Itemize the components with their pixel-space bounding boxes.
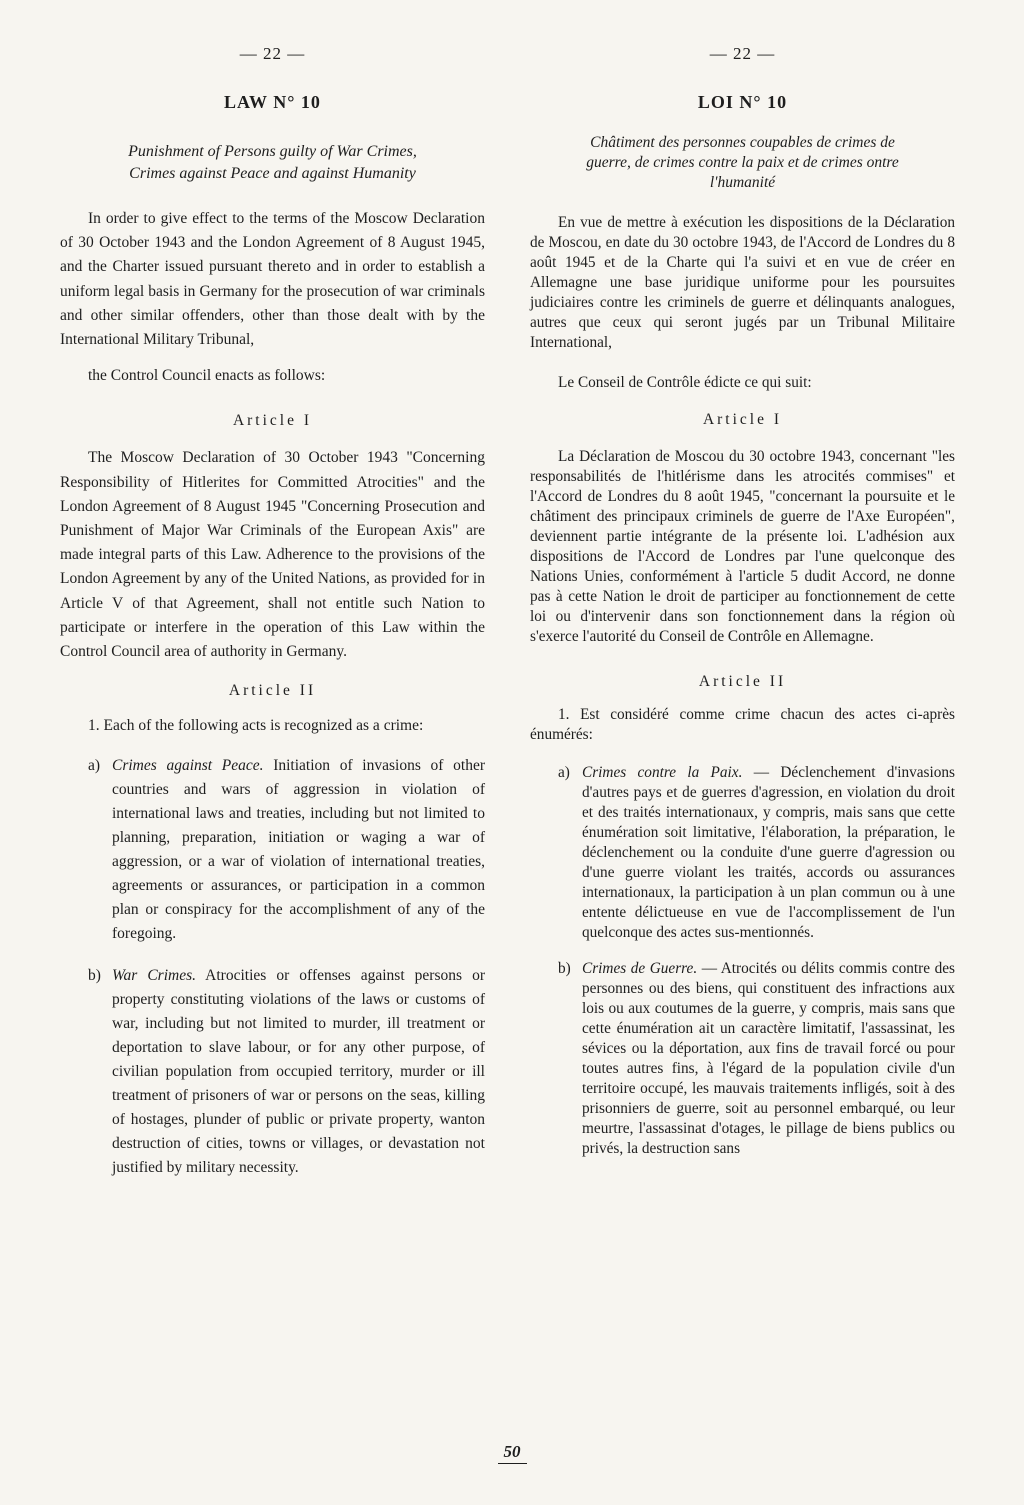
page-footer [0, 1442, 1024, 1462]
item-body: — Atrocités ou délits commis contre des personnes ou des biens, qui constituent des infractions aux lois ou aux coutumes de la guerre, y compris, mais sans que cette énumération ait un caractère limitatif, l'assassinat, les sévices ou la déportation, aux fins de travail forcé ou pour toutes autres fins, à l'égard de la population civile d'un territoire occupé, les mauvais traitements infligés, soit à des prisonniers de guerre, soit au personnel embarqué, ou leur meurtre, l'assassinat d'otages, le pillage de biens publics ou privés, la destruction sans [582, 960, 956, 1157]
item-marker: a) [558, 764, 570, 781]
item-body: Initiation of invasions of other countries and wars of aggression in violation of international laws and treaties, including but not limited to planning, preparation, initiation or waging a war of aggression, or a war of violation of international treaties, agreements or assurances, or participation in a common plan or conspiracy for the accomplishment of any of the foregoing. [112, 757, 485, 943]
item-text [582, 763, 955, 943]
item-text [582, 959, 955, 1159]
preamble-paragraph: In order to give effect to the terms of the Moscow Declaration of 30 October 1943 and the London Agreement of 8 August 1945, and the Charter issued pursuant thereto and in order to establish a uniform legal basis in Germany for the prosecution of war criminals and other similar offenders, other than those dealt with by the International Military Tribunal, [60, 210, 485, 349]
item-text [112, 964, 485, 1180]
subtitle-line: Châtiment des personnes coupables de crimes de [590, 134, 895, 151]
article-2-heading: Article II [698, 673, 787, 690]
preamble-paragraph: En vue de mettre à exécution les dispositions de la Déclaration de Moscou, en date du 30 octobre 1943, de l'Accord de Londres du 8 août 1945 et de la Charte qui l'a suivi et en vue de créer en Allemagne une base juridique uniforme pour les poursuites judiciaires contre les criminels de guerre et délinquants analogues, autres que ceux qui seront jugés par un Tribunal Militaire International, [530, 214, 955, 351]
item-term: War Crimes. [112, 967, 196, 985]
article-2-intro: 1. Est considéré comme crime chacun des actes ci-après énumérés: [530, 706, 955, 743]
list-item-war-crimes [60, 964, 485, 1180]
english-column [60, 44, 485, 1180]
item-text [112, 754, 485, 946]
footer-page-number: 50 [498, 1442, 527, 1464]
article-1-text: The Moscow Declaration of 30 October 1943 "Concerning Responsibility of Hitlerites for Committed Atrocities" and the London Agreement of 8 August 1945 "Concerning Prosecution and Punishment of Major War Criminals of the European Axis" are made integral parts of this Law. Adherence to the provisions of the London Agreement by any of the United Nations, as provided for in Article V of that Agreement, shall not entitle such Nation to participate or interfere in the operation of this Law within the Control Council area of authority in Germany. [60, 449, 485, 661]
french-column [530, 44, 955, 1159]
page-number-left: — 22 — [239, 44, 306, 63]
item-term: Crimes de Guerre. [582, 960, 698, 977]
enacts-paragraph: the Control Council enacts as follows: [88, 367, 326, 385]
law-title: LAW N° 10 [224, 92, 321, 112]
item-body: — Déclenchement d'invasions d'autres pays et de guerres d'agression, en violation du droit et des traités internationaux, y compris, mais sans que cette énumération soit limitative, l'élaboration, la préparation, le déclenchement ou la conduite d'une guerre d'agression ou d'une guerre violant les traités, accords ou assurances internationaux, la participation à un plan commun ou à une entente délictueuse en vue de l'accomplissement de l'un quelconque des actes sus-mentionnés. [582, 764, 955, 941]
item-marker: b) [88, 967, 101, 985]
item-body: Atrocities or offenses against persons or property constituting violations of the laws or customs of war, including but not limited to murder, ill treatment or deportation to slave labour, or for any other purpose, of civilian population from occupied territory, murder or ill treatment of prisoners of war or persons on the seas, killing of hostages, plunder of public or private property, wanton destruction of cities, towns or villages, or devastation not justified by military necessity. [112, 967, 485, 1177]
law-subtitle [60, 141, 485, 185]
subtitle-line: Punishment of Persons guilty of War Crimes, [128, 143, 417, 160]
subtitle-line: Crimes against Peace and against Humanity [129, 165, 416, 182]
list-item-crimes-against-peace [60, 754, 485, 946]
page-number-right: — 22 — [709, 44, 776, 63]
loi-title: LOI N° 10 [697, 92, 788, 112]
article-1-text: La Déclaration de Moscou du 30 octobre 1943, concernant "les responsabilités de l'hitlérisme dans les atrocités commises" et l'Accord de Londres du 8 août 1945, "concernant la poursuite et le châtiment des principaux criminels de guerre de l'Axe Européen", deviennent partie intégrante de la présente loi. L'adhésion aux dispositions de l'Accord de Londres par l'une quelconque des Nations Unies, conformément à l'article 5 dudit Accord, ne donne pas à cette Nation le droit de participer au fonctionnement de cette loi ou d'intervenir dans son fonctionnement dans la région où s'exerce l'autorité du Conseil de Contrôle en Allemagne. [530, 448, 955, 645]
subtitle-line: guerre, de crimes contre la paix et de crimes ontre [586, 154, 899, 171]
article-1-heading: Article I [702, 411, 783, 428]
item-term: Crimes against Peace. [112, 757, 264, 775]
item-marker: a) [88, 757, 101, 775]
loi-subtitle [530, 133, 955, 193]
item-term: Crimes contre la Paix. [582, 764, 743, 781]
list-item-crimes-de-guerre [530, 959, 955, 1159]
article-2-heading: Article II [228, 682, 317, 700]
article-1-heading: Article I [232, 412, 313, 430]
enacts-paragraph: Le Conseil de Contrôle édicte ce qui suit: [558, 374, 812, 391]
subtitle-line: l'humanité [709, 174, 776, 191]
item-marker: b) [558, 960, 571, 977]
article-2-intro: 1. Each of the following acts is recognized as a crime: [88, 717, 424, 735]
list-item-crimes-contre-la-paix [530, 763, 955, 943]
